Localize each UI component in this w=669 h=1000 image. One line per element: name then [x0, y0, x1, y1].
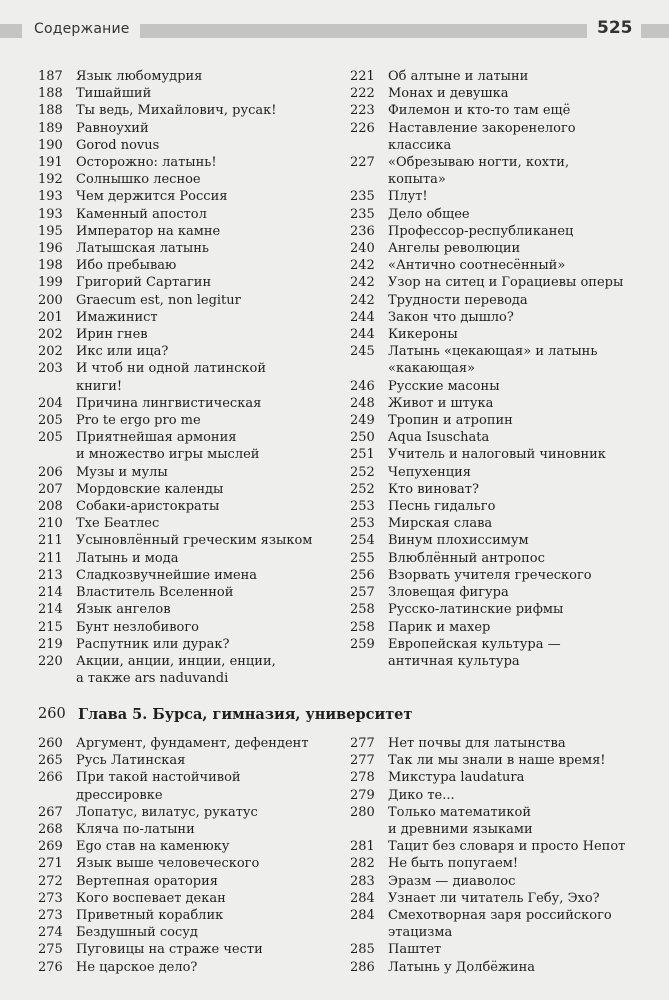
toc-entry-page: 215	[38, 619, 63, 635]
toc-entry-page: 204	[38, 395, 63, 411]
toc-entry-title: Тропин и атропин	[388, 413, 513, 429]
toc-entry-title: Кикероны	[388, 327, 458, 343]
toc-entry	[350, 464, 650, 481]
toc-entry-page: 278	[350, 770, 375, 786]
toc-entry-title: Узор на ситец и Горациевы оперы	[388, 275, 624, 291]
toc-entry	[38, 735, 343, 752]
toc-entry-title: Влюблённый антропос	[388, 550, 545, 566]
toc-entry-title: Властитель Вселенной	[76, 585, 234, 601]
toc-entry-page: 283	[350, 873, 375, 889]
toc-column-left-top	[38, 68, 343, 687]
toc-entry	[350, 873, 650, 890]
toc-entry-page: 285	[350, 942, 375, 958]
toc-entry	[38, 515, 343, 532]
toc-entry-page: 284	[350, 908, 375, 924]
toc-entry	[38, 412, 343, 429]
toc-entry-page: 189	[38, 120, 63, 136]
toc-entry	[350, 85, 650, 102]
toc-entry	[38, 619, 343, 636]
toc-entry-page: 190	[38, 137, 63, 153]
toc-entry-title: Ибо пребываю	[76, 258, 177, 274]
toc-entry-page: 268	[38, 822, 63, 838]
toc-entry	[350, 102, 650, 119]
toc-entry-page: 258	[350, 602, 375, 618]
toc-entry-title: Не царское дело?	[76, 959, 198, 975]
toc-entry-page: 255	[350, 550, 375, 566]
toc-entry-page: 265	[38, 753, 63, 769]
toc-entry-title: Трудности перевода	[388, 292, 528, 308]
toc-entry	[350, 481, 650, 498]
toc-entry-title: Григорий Сартагин	[76, 275, 212, 291]
toc-entry-page: 214	[38, 585, 63, 601]
toc-entry-page: 227	[350, 155, 375, 171]
toc-entry-page: 253	[350, 499, 375, 515]
toc-entry-title: Имажинист	[76, 309, 158, 325]
toc-entry-page: 202	[38, 327, 63, 343]
toc-entry	[350, 274, 650, 291]
toc-entry	[38, 292, 343, 309]
toc-entry	[38, 821, 343, 838]
toc-entry	[350, 752, 650, 769]
toc-entry-title: Gorod novus	[76, 137, 160, 153]
toc-entry-page: 203	[38, 361, 63, 377]
toc-entry-page: 200	[38, 292, 63, 308]
toc-entry	[350, 601, 650, 618]
toc-entry-page: 211	[38, 550, 63, 566]
toc-entry-title: Ангелы революции	[388, 241, 521, 257]
toc-entry-page: 240	[350, 241, 375, 257]
chapter-page-number: 260	[38, 706, 66, 722]
toc-entry-title: Язык выше человеческого	[76, 856, 260, 872]
toc-entry-page: 188	[38, 103, 63, 119]
toc-entry-title: Узнает ли читатель Гебу, Эхо?	[388, 890, 600, 906]
toc-entry-page: 193	[38, 206, 63, 222]
toc-entry-page: 199	[38, 275, 63, 291]
toc-entry-title: Лопатус, вилатус, рукатус	[76, 804, 258, 820]
toc-entry	[38, 395, 343, 412]
toc-entry	[350, 567, 650, 584]
toc-entry-title: Аргумент, фундамент, дефендент	[76, 736, 309, 751]
toc-entry-page: 271	[38, 856, 63, 872]
header-bar-left	[0, 24, 22, 38]
toc-entry	[350, 636, 650, 670]
toc-entry-title: Нет почвы для латынства	[388, 736, 566, 751]
toc-entry	[38, 360, 343, 394]
toc-entry-title: Ты ведь, Михайлович, русак!	[76, 103, 277, 119]
toc-entry-page: 245	[350, 344, 375, 360]
toc-entry-title: Собаки-аристократы	[76, 499, 220, 515]
toc-entry-title: Тишайший	[76, 86, 152, 102]
toc-entry-title: Взорвать учителя греческого	[388, 567, 592, 583]
toc-entry	[350, 343, 650, 377]
toc-entry	[350, 223, 650, 240]
toc-column-left-bottom	[38, 735, 343, 976]
toc-entry-title: Винум плохиссимум	[388, 533, 529, 549]
toc-entry-title: Филемон и кто-то там ещё	[388, 103, 571, 119]
toc-entry-page: 254	[350, 533, 375, 549]
toc-entry-title: Музы и мулы	[76, 464, 168, 480]
toc-entry	[350, 959, 650, 976]
toc-entry-page: 195	[38, 223, 63, 239]
toc-entry	[38, 567, 343, 584]
toc-entry	[38, 429, 343, 463]
page-number: 525	[597, 18, 633, 38]
toc-entry-page: 244	[350, 327, 375, 343]
toc-entry-title: Песнь гидальго	[388, 499, 496, 515]
toc-entry-page: 242	[350, 292, 375, 308]
toc-entry-page: 252	[350, 464, 375, 480]
toc-entry	[38, 924, 343, 941]
toc-entry	[38, 326, 343, 343]
toc-entry	[350, 309, 650, 326]
toc-entry-title: Приветный кораблик	[76, 908, 224, 924]
toc-entry-title: Закон что дышло?	[388, 309, 514, 325]
toc-entry-page: 198	[38, 258, 63, 274]
toc-entry-page: 208	[38, 499, 63, 515]
toc-entry	[350, 429, 650, 446]
toc-entry-title: Мордовские календы	[76, 481, 224, 497]
toc-entry-page: 279	[350, 787, 375, 803]
toc-entry-title: Паштет	[388, 942, 442, 958]
header-bar-middle	[140, 24, 587, 38]
toc-entry-page: 280	[350, 804, 375, 820]
toc-entry	[350, 941, 650, 958]
toc-entry-page: 214	[38, 602, 63, 618]
toc-entry-page: 236	[350, 223, 375, 239]
toc-entry	[38, 584, 343, 601]
toc-entry	[350, 120, 650, 154]
toc-entry-page: 188	[38, 86, 63, 102]
toc-entry-title: Вертепная оратория	[76, 873, 218, 889]
toc-entry	[350, 619, 650, 636]
toc-entry	[38, 464, 343, 481]
toc-entry-page: 276	[38, 959, 63, 975]
toc-column-right-top	[350, 68, 650, 670]
toc-entry-title: Мирская слава	[388, 516, 493, 532]
toc-entry-title: Кляча по-латыни	[76, 822, 195, 838]
toc-entry-page: 193	[38, 189, 63, 205]
toc-entry-title: Латышская латынь	[76, 241, 210, 257]
toc-entry	[350, 787, 650, 804]
running-header	[0, 18, 669, 44]
toc-entry	[350, 257, 650, 274]
toc-entry-page: 277	[350, 736, 375, 751]
toc-entry-title: Монах и девушка	[388, 86, 509, 102]
toc-entry	[38, 68, 343, 85]
toc-entry-page: 249	[350, 413, 375, 429]
chapter-heading	[38, 706, 412, 723]
toc-entry-title: Равноухий	[76, 120, 149, 136]
toc-entry-page: 273	[38, 890, 63, 906]
toc-entry	[350, 378, 650, 395]
toc-entry-title: Кто виноват?	[388, 481, 479, 497]
toc-entry	[350, 68, 650, 85]
toc-entry	[350, 240, 650, 257]
toc-entry	[38, 206, 343, 223]
toc-entry-page: 253	[350, 516, 375, 532]
toc-entry	[38, 873, 343, 890]
toc-entry-page: 260	[38, 736, 63, 751]
toc-entry-title: И чтоб ни одной латинской книги!	[76, 361, 267, 394]
toc-entry-title: Пуговицы на страже чести	[76, 942, 263, 958]
toc-entry	[38, 240, 343, 257]
toc-entry	[350, 188, 650, 205]
toc-entry-title: Ирин гнев	[76, 327, 148, 343]
toc-entry-page: 277	[350, 753, 375, 769]
toc-entry-page: 251	[350, 447, 375, 463]
toc-entry	[38, 804, 343, 821]
toc-entry	[350, 855, 650, 872]
toc-entry	[350, 326, 650, 343]
toc-entry-title: Тхе Беатлес	[76, 516, 160, 532]
toc-entry-title: Русско-латинские рифмы	[388, 602, 564, 618]
toc-entry-title: Причина лингвистическая	[76, 395, 262, 411]
toc-entry	[38, 154, 343, 171]
toc-entry-title: Русь Латинская	[76, 753, 186, 769]
toc-entry	[38, 855, 343, 872]
toc-entry	[38, 85, 343, 102]
toc-entry	[350, 735, 650, 752]
chapter-title: Глава 5. Бурса, гимназия, университет	[78, 706, 413, 723]
header-title: Содержание	[34, 21, 130, 37]
toc-column-right-bottom	[350, 735, 650, 976]
toc-entry-page: 235	[350, 189, 375, 205]
toc-entry	[38, 102, 343, 119]
toc-entry-title: Русские масоны	[388, 378, 500, 394]
toc-entry	[350, 446, 650, 463]
toc-entry-page: 286	[350, 959, 375, 975]
toc-entry-title: Император на камне	[76, 223, 221, 239]
toc-entry	[350, 412, 650, 429]
toc-entry	[350, 532, 650, 549]
toc-entry-title: Плут!	[388, 189, 428, 205]
toc-entry	[350, 804, 650, 838]
toc-entry-page: 259	[350, 636, 375, 652]
toc-entry-page: 235	[350, 206, 375, 222]
toc-entry-title: Сладкозвучнейшие имена	[76, 567, 258, 583]
toc-entry-title: Распутник или дурак?	[76, 636, 230, 652]
toc-entry	[38, 309, 343, 326]
toc-entry-title: Зловещая фигура	[388, 585, 509, 601]
toc-entry	[350, 395, 650, 412]
toc-entry-title: Ego став на каменюку	[76, 839, 230, 855]
toc-entry-page: 252	[350, 481, 375, 497]
toc-entry-page: 201	[38, 309, 63, 325]
toc-entry-page: 220	[38, 653, 63, 669]
toc-entry-title: Graecum est, non legitur	[76, 292, 241, 308]
toc-entry-page: 275	[38, 942, 63, 958]
toc-entry-page: 269	[38, 839, 63, 855]
toc-entry-title: Эразм — диаволос	[388, 873, 516, 889]
toc-entry	[38, 550, 343, 567]
toc-entry	[350, 292, 650, 309]
toc-entry-title: Не быть попугаем!	[388, 856, 519, 872]
toc-entry	[350, 838, 650, 855]
toc-entry	[38, 838, 343, 855]
toc-entry	[38, 137, 343, 154]
toc-entry-page: 192	[38, 172, 63, 188]
toc-entry-title: Кого воспевает декан	[76, 890, 226, 906]
toc-entry	[38, 636, 343, 653]
toc-entry	[38, 120, 343, 137]
toc-entry	[38, 752, 343, 769]
toc-entry	[350, 890, 650, 907]
toc-entry	[350, 515, 650, 532]
toc-entry-title: Икс или ица?	[76, 344, 169, 360]
toc-entry-page: 211	[38, 533, 63, 549]
toc-entry-page: 222	[350, 86, 375, 102]
toc-entry-title: Европейская культура — античная культура	[388, 636, 561, 669]
toc-entry-title: Бунт незлобивого	[76, 619, 199, 635]
toc-entry	[350, 498, 650, 515]
toc-entry-page: 207	[38, 481, 63, 497]
toc-entry	[38, 907, 343, 924]
toc-entry-page: 273	[38, 908, 63, 924]
toc-entry-page: 248	[350, 395, 375, 411]
toc-entry-page: 206	[38, 464, 63, 480]
header-bar-right	[641, 24, 669, 38]
toc-entry	[350, 550, 650, 567]
toc-entry	[38, 890, 343, 907]
toc-entry	[350, 907, 650, 941]
toc-entry-page: 246	[350, 378, 375, 394]
toc-entry-page: 210	[38, 516, 63, 532]
toc-entry-title: Язык любомудрия	[76, 69, 203, 84]
toc-entry-title: Учитель и налоговый чиновник	[388, 447, 606, 463]
toc-entry-page: 272	[38, 873, 63, 889]
toc-entry-page: 223	[350, 103, 375, 119]
toc-entry-page: 281	[350, 839, 375, 855]
toc-entry-page: 258	[350, 619, 375, 635]
toc-entry-title: Pro te ergo pro me	[76, 413, 201, 429]
toc-entry	[38, 274, 343, 291]
toc-entry	[38, 653, 343, 687]
toc-entry-title: Живот и штука	[388, 395, 494, 411]
toc-entry-title: Латынь у Долбёжина	[388, 959, 536, 975]
toc-entry-page: 205	[38, 430, 63, 446]
toc-entry-title: Микстура laudatura	[388, 770, 525, 786]
toc-entry-title: Парик и махер	[388, 619, 491, 635]
toc-entry	[38, 941, 343, 958]
toc-entry	[350, 769, 650, 786]
toc-entry-title: Усыновлённый греческим языком	[76, 533, 313, 549]
toc-entry-page: 191	[38, 155, 63, 171]
toc-entry-title: Чем держится Россия	[76, 189, 228, 205]
toc-entry-page: 256	[350, 567, 375, 583]
toc-entry	[38, 343, 343, 360]
toc-entry	[350, 154, 650, 188]
toc-entry-title: Акции, анции, инции, енции, а также ars naduvandi	[76, 653, 276, 687]
toc-entry-page: 219	[38, 636, 63, 652]
toc-entry-page: 267	[38, 804, 63, 820]
toc-entry-title: Чепухенция	[388, 464, 471, 480]
toc-entry-title: Об алтыне и латыни	[388, 69, 529, 84]
toc-entry	[38, 188, 343, 205]
toc-entry-title: Латынь «цекающая» и латынь «какающая»	[388, 344, 598, 377]
toc-entry-page: 226	[350, 120, 375, 136]
toc-entry-title: «Обрезываю ногти, кохти, копыта»	[388, 155, 570, 188]
toc-entry-title: Дело общее	[388, 206, 470, 222]
toc-entry	[38, 601, 343, 618]
toc-entry-title: Профессор-республиканец	[388, 223, 574, 239]
toc-entry	[38, 959, 343, 976]
toc-entry-title: «Антично соотнесённый»	[388, 258, 566, 274]
toc-entry-page: 187	[38, 69, 63, 84]
toc-entry-page: 202	[38, 344, 63, 360]
toc-entry-title: Солнышко лесное	[76, 172, 201, 188]
toc-entry-title: Латынь и мода	[76, 550, 179, 566]
toc-entry	[38, 257, 343, 274]
toc-entry-page: 205	[38, 413, 63, 429]
toc-entry	[38, 171, 343, 188]
toc-entry-title: Приятнейшая армония и множество игры мыслей	[76, 430, 260, 463]
toc-entry	[350, 206, 650, 223]
toc-entry-title: Каменный апостол	[76, 206, 207, 222]
toc-entry-title: При такой настойчивой дрессировке	[76, 770, 241, 803]
toc-entry-page: 196	[38, 241, 63, 257]
toc-entry-page: 221	[350, 69, 375, 84]
toc-entry-page: 242	[350, 258, 375, 274]
toc-entry-title: Тацит без словаря и просто Непот	[388, 839, 626, 855]
toc-entry	[38, 532, 343, 549]
toc-entry-page: 244	[350, 309, 375, 325]
toc-entry-page: 213	[38, 567, 63, 583]
toc-entry-title: Бездушный сосуд	[76, 925, 198, 941]
toc-entry	[38, 769, 343, 803]
toc-entry-page: 257	[350, 585, 375, 601]
toc-entry	[38, 498, 343, 515]
toc-entry-title: Осторожно: латынь!	[76, 155, 217, 171]
toc-entry-page: 274	[38, 925, 63, 941]
toc-entry-title: Aqua Isuschata	[388, 430, 490, 446]
toc-entry	[38, 223, 343, 240]
toc-entry-title: Наставление закоренелого классика	[388, 120, 576, 153]
toc-entry-page: 282	[350, 856, 375, 872]
toc-entry-page: 242	[350, 275, 375, 291]
toc-entry-title: Смехотворная заря российского этацизма	[388, 908, 612, 941]
toc-entry-title: Дико те...	[388, 787, 455, 803]
toc-entry	[350, 584, 650, 601]
toc-entry-title: Так ли мы знали в наше время!	[388, 753, 606, 769]
toc-entry-page: 250	[350, 430, 375, 446]
toc-entry	[38, 481, 343, 498]
toc-entry-page: 284	[350, 890, 375, 906]
toc-entry-page: 266	[38, 770, 63, 786]
toc-entry-title: Язык ангелов	[76, 602, 171, 618]
toc-entry-title: Только математикой и древними языками	[388, 804, 533, 838]
